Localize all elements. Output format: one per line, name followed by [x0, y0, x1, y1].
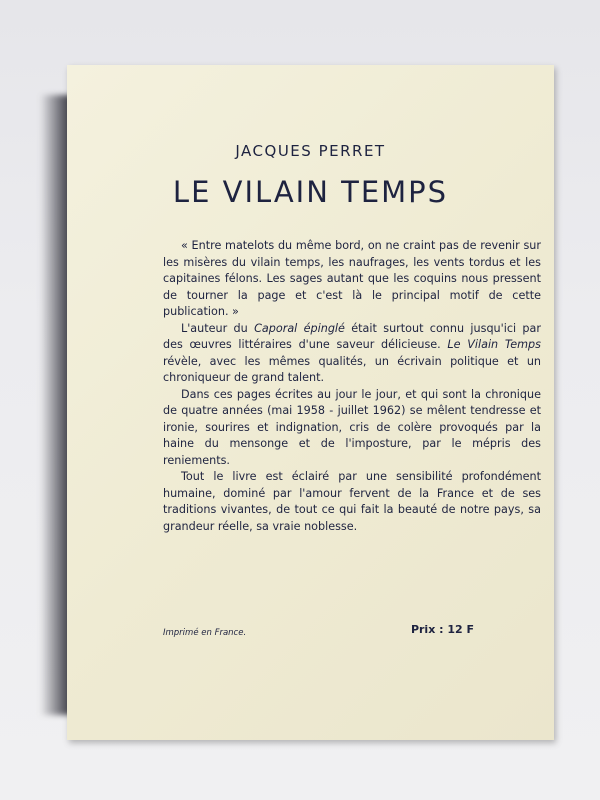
blurb-text-run: L'auteur du	[181, 321, 255, 335]
blurb-text-run: révèle, avec les mêmes qualités, un écrivain politique et un chroniqueur de grand talent.	[163, 354, 541, 384]
blurb-text	[163, 238, 541, 535]
blurb-paragraph-chronicle: Dans ces pages écrites au jour le jour, et qui sont la chronique de quatre années (mai 1958 - juillet 1962) se mêlent tendresse et ironie, sourires et indignation, cris de colère provoqués par la haine du mensonge et de l'imposture, par le mépris des reniements.	[163, 387, 541, 467]
book-back-cover	[67, 65, 554, 740]
blurb-paragraph-summary: Tout le livre est éclairé par une sensibilité profondément humaine, dominé par l'amour fervent de la France et de ses traditions vivantes, de tout ce qui fait la beauté de notre pays, sa grandeur réelle, sa vraie noblesse.	[163, 470, 541, 533]
price-label: Prix : 12 F	[410, 623, 474, 636]
blurb-italic-title: Caporal épinglé	[254, 321, 345, 335]
book-title: LE VILAIN TEMPS	[172, 175, 449, 209]
blurb-italic-title: Le Vilain Temps	[447, 338, 541, 351]
imprint-note: Imprimé en France.	[163, 628, 247, 638]
blurb-paragraph-author	[163, 321, 541, 387]
blurb-text-run: était surtout connu jusqu'ici par des œuvres littéraires d'une saveur délicieuse.	[163, 321, 541, 351]
blurb-paragraph-quote: « Entre matelots du même bord, on ne craint pas de revenir sur les misères du vilain temps, les naufrages, les vents tordus et les capitaines félons. Les sages autant que les coquins nous pressent de tourner la page et c'est là le principal motif de cette publication. »	[163, 239, 541, 318]
author-name: JACQUES PERRET	[235, 142, 386, 160]
